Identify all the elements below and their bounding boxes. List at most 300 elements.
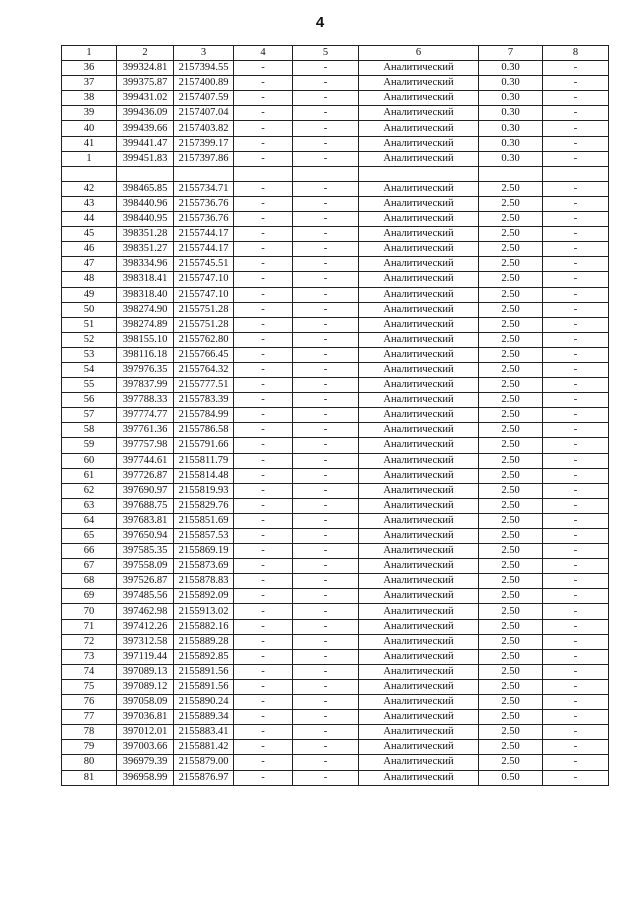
table-row bbox=[62, 76, 609, 91]
table-cell: 2.50 bbox=[479, 649, 543, 664]
table-cell: Аналитический bbox=[359, 362, 479, 377]
table-cell: - bbox=[543, 529, 609, 544]
table-cell: - bbox=[293, 61, 359, 76]
table-cell: 0.30 bbox=[479, 76, 543, 91]
table-cell: 2.50 bbox=[479, 317, 543, 332]
table-cell: 38 bbox=[62, 91, 117, 106]
table-cell: - bbox=[543, 498, 609, 513]
table-cell: 398155.10 bbox=[117, 332, 174, 347]
table-cell: 2.50 bbox=[479, 332, 543, 347]
table-cell: - bbox=[293, 468, 359, 483]
table-cell: 2155783.39 bbox=[174, 393, 234, 408]
table-cell: 81 bbox=[62, 770, 117, 785]
table-cell: 74 bbox=[62, 664, 117, 679]
table-cell: 398351.28 bbox=[117, 227, 174, 242]
table-cell: 397058.09 bbox=[117, 695, 174, 710]
table-cell: - bbox=[234, 136, 293, 151]
table-cell: 2155892.09 bbox=[174, 589, 234, 604]
table-cell: 2157407.04 bbox=[174, 106, 234, 121]
table-cell: - bbox=[234, 212, 293, 227]
table-row bbox=[62, 347, 609, 362]
table-cell: Аналитический bbox=[359, 242, 479, 257]
table-cell: Аналитический bbox=[359, 664, 479, 679]
table-cell: 56 bbox=[62, 393, 117, 408]
table-cell: - bbox=[293, 76, 359, 91]
table-cell: - bbox=[543, 740, 609, 755]
table-cell: 398318.40 bbox=[117, 287, 174, 302]
table-row bbox=[62, 453, 609, 468]
table-cell: 2.50 bbox=[479, 257, 543, 272]
table-cell: 55 bbox=[62, 378, 117, 393]
table-cell: 2155791.66 bbox=[174, 438, 234, 453]
table-cell: 2.50 bbox=[479, 679, 543, 694]
table-cell: 78 bbox=[62, 725, 117, 740]
column-header: 7 bbox=[479, 46, 543, 61]
table-cell: 2.50 bbox=[479, 378, 543, 393]
table-cell: - bbox=[543, 423, 609, 438]
table-cell: Аналитический bbox=[359, 257, 479, 272]
table-cell: 45 bbox=[62, 227, 117, 242]
table-cell: 2155890.24 bbox=[174, 695, 234, 710]
table-cell: 48 bbox=[62, 272, 117, 287]
table-cell: - bbox=[293, 695, 359, 710]
table-cell: 67 bbox=[62, 559, 117, 574]
table-cell: - bbox=[543, 710, 609, 725]
table-row bbox=[62, 695, 609, 710]
table-row bbox=[62, 649, 609, 664]
table-cell: - bbox=[543, 513, 609, 528]
table-cell: Аналитический bbox=[359, 151, 479, 166]
table-row bbox=[62, 257, 609, 272]
column-header: 5 bbox=[293, 46, 359, 61]
table-cell: 36 bbox=[62, 61, 117, 76]
table-row bbox=[62, 483, 609, 498]
table-cell: 47 bbox=[62, 257, 117, 272]
table-cell: 399439.66 bbox=[117, 121, 174, 136]
table-cell: - bbox=[293, 91, 359, 106]
table-cell: - bbox=[293, 212, 359, 227]
table-cell: - bbox=[543, 438, 609, 453]
column-header: 1 bbox=[62, 46, 117, 61]
table-cell: - bbox=[543, 121, 609, 136]
table-cell: - bbox=[293, 242, 359, 257]
table-cell: - bbox=[293, 423, 359, 438]
table-cell: 2155747.10 bbox=[174, 272, 234, 287]
table-cell: 2155892.85 bbox=[174, 649, 234, 664]
table-row bbox=[62, 664, 609, 679]
table-cell: - bbox=[234, 664, 293, 679]
table-cell bbox=[62, 166, 117, 181]
table-cell: - bbox=[293, 664, 359, 679]
table-row bbox=[62, 634, 609, 649]
table-cell: Аналитический bbox=[359, 544, 479, 559]
table-cell: 2.50 bbox=[479, 408, 543, 423]
table-cell: - bbox=[543, 770, 609, 785]
table-cell: - bbox=[234, 725, 293, 740]
table-cell: 2157394.55 bbox=[174, 61, 234, 76]
table-cell: 44 bbox=[62, 212, 117, 227]
table-cell: - bbox=[543, 649, 609, 664]
table-cell: 2.50 bbox=[479, 227, 543, 242]
table-cell: - bbox=[543, 619, 609, 634]
table-cell: Аналитический bbox=[359, 589, 479, 604]
table-cell: 2155784.99 bbox=[174, 408, 234, 423]
table-cell: 60 bbox=[62, 453, 117, 468]
table-cell: 2.50 bbox=[479, 498, 543, 513]
table-cell: 397788.33 bbox=[117, 393, 174, 408]
table-cell: 397036.81 bbox=[117, 710, 174, 725]
table-cell: - bbox=[543, 378, 609, 393]
table-cell: 2155876.97 bbox=[174, 770, 234, 785]
table-cell: 397462.98 bbox=[117, 604, 174, 619]
table-cell: Аналитический bbox=[359, 740, 479, 755]
table-cell: - bbox=[234, 423, 293, 438]
table-cell: - bbox=[293, 589, 359, 604]
table-row bbox=[62, 181, 609, 196]
table-row bbox=[62, 362, 609, 377]
table-cell: 2155881.42 bbox=[174, 740, 234, 755]
table-cell: - bbox=[234, 604, 293, 619]
table-cell: - bbox=[293, 181, 359, 196]
table-cell: 77 bbox=[62, 710, 117, 725]
table-cell: - bbox=[543, 604, 609, 619]
table-cell: 61 bbox=[62, 468, 117, 483]
table-cell: - bbox=[234, 438, 293, 453]
table-row bbox=[62, 136, 609, 151]
table-cell: - bbox=[234, 317, 293, 332]
table-cell: - bbox=[293, 740, 359, 755]
table-row bbox=[62, 498, 609, 513]
table-cell: 397585.35 bbox=[117, 544, 174, 559]
table-row bbox=[62, 755, 609, 770]
table-cell: 399441.47 bbox=[117, 136, 174, 151]
table-cell: 2.50 bbox=[479, 619, 543, 634]
table-cell: - bbox=[234, 634, 293, 649]
table-cell: 397119.44 bbox=[117, 649, 174, 664]
table-cell: - bbox=[293, 302, 359, 317]
table-row bbox=[62, 332, 609, 347]
table-cell: - bbox=[543, 408, 609, 423]
table-header-row bbox=[62, 46, 609, 61]
table-cell: 40 bbox=[62, 121, 117, 136]
table-cell: 2.50 bbox=[479, 544, 543, 559]
table-cell: 2.50 bbox=[479, 604, 543, 619]
table-cell: 2155734.71 bbox=[174, 181, 234, 196]
table-cell: 62 bbox=[62, 483, 117, 498]
table-cell: - bbox=[293, 106, 359, 121]
table-cell: 2157397.86 bbox=[174, 151, 234, 166]
table-cell: - bbox=[234, 679, 293, 694]
table-cell: Аналитический bbox=[359, 332, 479, 347]
table-cell: 397089.12 bbox=[117, 679, 174, 694]
table-cell: 397089.13 bbox=[117, 664, 174, 679]
table-cell: 0.30 bbox=[479, 136, 543, 151]
table-cell: 2155736.76 bbox=[174, 212, 234, 227]
table-body bbox=[62, 61, 609, 786]
table-cell: Аналитический bbox=[359, 347, 479, 362]
table-row bbox=[62, 438, 609, 453]
table-cell: 397690.97 bbox=[117, 483, 174, 498]
column-header: 6 bbox=[359, 46, 479, 61]
table-cell: 396979.39 bbox=[117, 755, 174, 770]
column-header: 3 bbox=[174, 46, 234, 61]
table-cell: 2.50 bbox=[479, 529, 543, 544]
table-cell: 397003.66 bbox=[117, 740, 174, 755]
table-cell: 49 bbox=[62, 287, 117, 302]
table-cell: 1 bbox=[62, 151, 117, 166]
table-cell: Аналитический bbox=[359, 634, 479, 649]
table-cell: - bbox=[293, 619, 359, 634]
table-cell: 41 bbox=[62, 136, 117, 151]
table-cell: - bbox=[293, 408, 359, 423]
table-cell: - bbox=[293, 755, 359, 770]
table-cell: - bbox=[543, 151, 609, 166]
table-cell: Аналитический bbox=[359, 725, 479, 740]
table-cell: - bbox=[293, 483, 359, 498]
table-cell: - bbox=[234, 61, 293, 76]
table-cell: - bbox=[234, 755, 293, 770]
table-cell: - bbox=[234, 649, 293, 664]
table-cell: 2155814.48 bbox=[174, 468, 234, 483]
table-cell: 0.30 bbox=[479, 121, 543, 136]
table-cell: - bbox=[293, 453, 359, 468]
table-cell: 2.50 bbox=[479, 725, 543, 740]
table-cell: 397683.81 bbox=[117, 513, 174, 528]
table-cell: 397757.98 bbox=[117, 438, 174, 453]
table-cell: - bbox=[543, 287, 609, 302]
table-row bbox=[62, 317, 609, 332]
table-cell: - bbox=[543, 453, 609, 468]
table-cell: 63 bbox=[62, 498, 117, 513]
table-cell: - bbox=[234, 287, 293, 302]
table-cell: - bbox=[543, 695, 609, 710]
table-cell: 2.50 bbox=[479, 362, 543, 377]
table-cell: - bbox=[293, 710, 359, 725]
table-cell: Аналитический bbox=[359, 302, 479, 317]
table-cell bbox=[479, 166, 543, 181]
table-cell: - bbox=[234, 227, 293, 242]
table-cell: 2155764.32 bbox=[174, 362, 234, 377]
table-cell: 2155736.76 bbox=[174, 196, 234, 211]
table-cell: - bbox=[293, 574, 359, 589]
table-cell: Аналитический bbox=[359, 212, 479, 227]
table-row bbox=[62, 710, 609, 725]
table-cell: - bbox=[293, 257, 359, 272]
table-cell: - bbox=[293, 287, 359, 302]
table-cell: Аналитический bbox=[359, 287, 479, 302]
table-cell: 69 bbox=[62, 589, 117, 604]
table-cell: 2.50 bbox=[479, 634, 543, 649]
table-cell: 2155889.34 bbox=[174, 710, 234, 725]
column-header: 2 bbox=[117, 46, 174, 61]
table-cell bbox=[293, 166, 359, 181]
table-row bbox=[62, 544, 609, 559]
table-cell: Аналитический bbox=[359, 468, 479, 483]
table-cell: - bbox=[234, 332, 293, 347]
table-cell: Аналитический bbox=[359, 649, 479, 664]
table-cell: 398116.18 bbox=[117, 347, 174, 362]
table-cell: Аналитический bbox=[359, 408, 479, 423]
table-cell: 57 bbox=[62, 408, 117, 423]
table-cell: 397558.09 bbox=[117, 559, 174, 574]
table-cell: 2.50 bbox=[479, 272, 543, 287]
table-cell: 2157407.59 bbox=[174, 91, 234, 106]
table-cell: - bbox=[543, 136, 609, 151]
table-cell: - bbox=[543, 679, 609, 694]
table-cell: 2155777.51 bbox=[174, 378, 234, 393]
table-cell: 2.50 bbox=[479, 755, 543, 770]
table-cell: 42 bbox=[62, 181, 117, 196]
table-row bbox=[62, 740, 609, 755]
table-cell: 397774.77 bbox=[117, 408, 174, 423]
table-cell bbox=[174, 166, 234, 181]
table-cell: 2.50 bbox=[479, 287, 543, 302]
table-cell: Аналитический bbox=[359, 272, 479, 287]
table-cell: 79 bbox=[62, 740, 117, 755]
table-cell: Аналитический bbox=[359, 559, 479, 574]
table-cell: 43 bbox=[62, 196, 117, 211]
table-cell: 2.50 bbox=[479, 438, 543, 453]
table-cell: 2155829.76 bbox=[174, 498, 234, 513]
table-cell: - bbox=[293, 151, 359, 166]
table-row bbox=[62, 604, 609, 619]
table-cell: 397412.26 bbox=[117, 619, 174, 634]
table-cell: - bbox=[234, 574, 293, 589]
table-cell: 2155873.69 bbox=[174, 559, 234, 574]
table-cell: 2.50 bbox=[479, 453, 543, 468]
table-cell: 2155811.79 bbox=[174, 453, 234, 468]
table-cell: 396958.99 bbox=[117, 770, 174, 785]
table-cell: - bbox=[293, 604, 359, 619]
table-cell: 397744.61 bbox=[117, 453, 174, 468]
table-cell: - bbox=[293, 649, 359, 664]
table-cell: - bbox=[234, 196, 293, 211]
table-row bbox=[62, 61, 609, 76]
table-cell: Аналитический bbox=[359, 453, 479, 468]
table-cell: - bbox=[234, 408, 293, 423]
table-cell: - bbox=[543, 332, 609, 347]
table-cell: 399451.83 bbox=[117, 151, 174, 166]
table-cell: - bbox=[234, 559, 293, 574]
table-cell: - bbox=[234, 378, 293, 393]
table-cell: - bbox=[293, 513, 359, 528]
table-cell: 2155857.53 bbox=[174, 529, 234, 544]
table-cell: 2.50 bbox=[479, 242, 543, 257]
table-cell: - bbox=[234, 513, 293, 528]
table-cell: - bbox=[234, 302, 293, 317]
table-cell: - bbox=[543, 725, 609, 740]
table-cell: 2155869.19 bbox=[174, 544, 234, 559]
table-cell: 2.50 bbox=[479, 574, 543, 589]
table-cell: - bbox=[234, 121, 293, 136]
page-number: 4 bbox=[315, 14, 325, 31]
table-cell: - bbox=[234, 151, 293, 166]
table-cell: 39 bbox=[62, 106, 117, 121]
table-cell: - bbox=[293, 227, 359, 242]
table-cell: Аналитический bbox=[359, 106, 479, 121]
table-cell: Аналитический bbox=[359, 619, 479, 634]
table-cell: - bbox=[234, 362, 293, 377]
table-cell: 75 bbox=[62, 679, 117, 694]
table-cell: 76 bbox=[62, 695, 117, 710]
table-cell: - bbox=[293, 725, 359, 740]
table-cell: - bbox=[293, 121, 359, 136]
table-cell: 2155819.93 bbox=[174, 483, 234, 498]
table-cell: Аналитический bbox=[359, 378, 479, 393]
table-cell: - bbox=[543, 664, 609, 679]
table-cell: Аналитический bbox=[359, 513, 479, 528]
table-cell: - bbox=[293, 317, 359, 332]
table-cell: 59 bbox=[62, 438, 117, 453]
table-cell: 80 bbox=[62, 755, 117, 770]
table-cell: - bbox=[293, 634, 359, 649]
table-cell: 2.50 bbox=[479, 393, 543, 408]
table-cell: 2155891.56 bbox=[174, 664, 234, 679]
table-row bbox=[62, 589, 609, 604]
table-cell: 2.50 bbox=[479, 695, 543, 710]
table-cell: - bbox=[234, 393, 293, 408]
table-cell: Аналитический bbox=[359, 121, 479, 136]
table-cell: 2.50 bbox=[479, 423, 543, 438]
table-cell: 397761.36 bbox=[117, 423, 174, 438]
table-cell: - bbox=[293, 529, 359, 544]
table-cell: - bbox=[234, 695, 293, 710]
column-header: 4 bbox=[234, 46, 293, 61]
table-cell: - bbox=[293, 438, 359, 453]
table-cell: - bbox=[293, 362, 359, 377]
column-header: 8 bbox=[543, 46, 609, 61]
table-cell: 2155744.17 bbox=[174, 242, 234, 257]
table-cell: 66 bbox=[62, 544, 117, 559]
table-row bbox=[62, 302, 609, 317]
table-cell: 65 bbox=[62, 529, 117, 544]
table-cell: 64 bbox=[62, 513, 117, 528]
table-cell: - bbox=[293, 393, 359, 408]
table-cell: 73 bbox=[62, 649, 117, 664]
table-cell: 398334.96 bbox=[117, 257, 174, 272]
table-cell: 2155913.02 bbox=[174, 604, 234, 619]
table-cell: Аналитический bbox=[359, 755, 479, 770]
table-cell: Аналитический bbox=[359, 91, 479, 106]
table-cell: - bbox=[543, 242, 609, 257]
table-cell bbox=[543, 166, 609, 181]
table-cell: Аналитический bbox=[359, 498, 479, 513]
table-cell: - bbox=[293, 272, 359, 287]
table-cell: Аналитический bbox=[359, 604, 479, 619]
table-cell: 46 bbox=[62, 242, 117, 257]
table-cell: - bbox=[234, 589, 293, 604]
table-cell: - bbox=[234, 498, 293, 513]
table-cell: 397837.99 bbox=[117, 378, 174, 393]
table-cell: - bbox=[293, 498, 359, 513]
table-cell: 2155786.58 bbox=[174, 423, 234, 438]
table-cell: - bbox=[543, 181, 609, 196]
table-row bbox=[62, 196, 609, 211]
table-cell: - bbox=[543, 483, 609, 498]
table-cell: - bbox=[543, 755, 609, 770]
table-cell: - bbox=[543, 257, 609, 272]
table-cell: Аналитический bbox=[359, 483, 479, 498]
table-row bbox=[62, 106, 609, 121]
table-cell: 2.50 bbox=[479, 740, 543, 755]
table-cell: - bbox=[293, 378, 359, 393]
table-row bbox=[62, 91, 609, 106]
table-cell: 2.50 bbox=[479, 664, 543, 679]
table-cell: 2.50 bbox=[479, 710, 543, 725]
table-cell: - bbox=[543, 544, 609, 559]
table-cell: Аналитический bbox=[359, 393, 479, 408]
table-cell: 70 bbox=[62, 604, 117, 619]
